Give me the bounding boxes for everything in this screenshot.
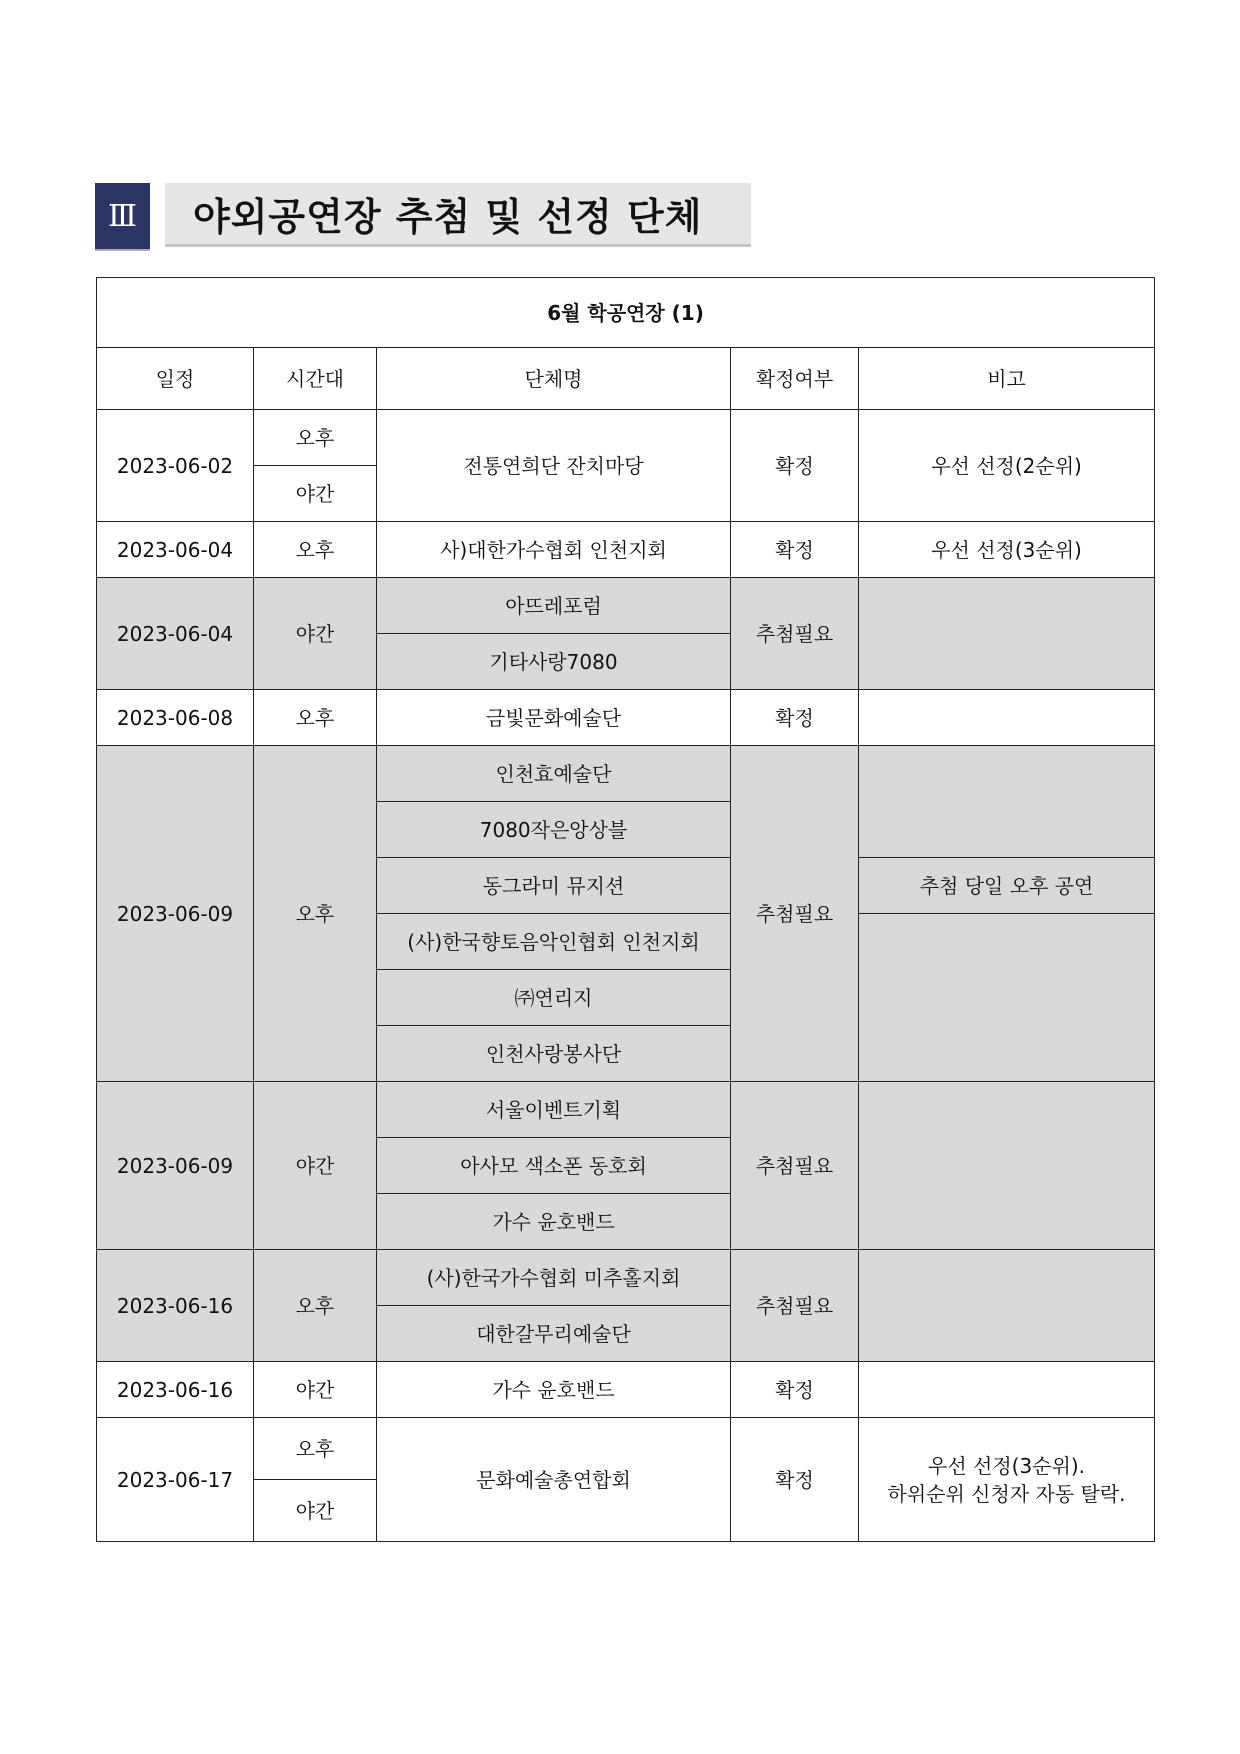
slot-cell: 오후 (254, 522, 377, 578)
group-cell: 기타사랑7080 (377, 634, 731, 690)
group-cell: ㈜연리지 (377, 970, 731, 1026)
status-cell: 확정 (731, 690, 859, 746)
group-cell: 인천효예술단 (377, 746, 731, 802)
group-cell: 아사모 색소폰 동호회 (377, 1138, 731, 1194)
status-cell: 추첨필요 (731, 746, 859, 1082)
date-cell: 2023-06-16 (97, 1362, 254, 1418)
date-cell: 2023-06-16 (97, 1250, 254, 1362)
note-cell: 추첨 당일 오후 공연 (859, 858, 1155, 914)
table-row (97, 1362, 1155, 1418)
status-cell: 추첨필요 (731, 578, 859, 690)
date-cell: 2023-06-17 (97, 1418, 254, 1542)
table-row (97, 1418, 1155, 1480)
date-cell: 2023-06-04 (97, 578, 254, 690)
status-cell: 확정 (731, 410, 859, 522)
table-row (97, 1082, 1155, 1138)
note-cell: 우선 선정(3순위) (859, 522, 1155, 578)
section-title: 야외공연장 추첨 및 선정 단체 (165, 183, 751, 247)
note-cell (859, 1362, 1155, 1418)
date-cell: 2023-06-09 (97, 1082, 254, 1250)
slot-cell: 야간 (254, 578, 377, 690)
date-cell: 2023-06-08 (97, 690, 254, 746)
date-cell: 2023-06-04 (97, 522, 254, 578)
group-cell: 서울이벤트기획 (377, 1082, 731, 1138)
slot-cell: 오후 (254, 746, 377, 1082)
group-cell: 인천사랑봉사단 (377, 1026, 731, 1082)
header-note: 비고 (859, 348, 1155, 410)
note-cell-empty (859, 746, 1155, 858)
header-date: 일정 (97, 348, 254, 410)
table-row (97, 746, 1155, 802)
group-cell: 동그라미 뮤지션 (377, 858, 731, 914)
date-cell: 2023-06-02 (97, 410, 254, 522)
table-row (97, 690, 1155, 746)
note-cell (859, 690, 1155, 746)
status-cell: 확정 (731, 1418, 859, 1542)
date-cell: 2023-06-09 (97, 746, 254, 1082)
group-cell: 7080작은앙상블 (377, 802, 731, 858)
slot-cell: 야간 (254, 1082, 377, 1250)
status-cell: 확정 (731, 1362, 859, 1418)
status-cell: 확정 (731, 522, 859, 578)
table-row (97, 522, 1155, 578)
slot-cell: 오후 (254, 690, 377, 746)
group-cell: 금빛문화예술단 (377, 690, 731, 746)
slot-cell: 오후 (254, 1250, 377, 1362)
note-cell (859, 1250, 1155, 1362)
group-cell: 전통연희단 잔치마당 (377, 410, 731, 522)
group-cell: (사)한국향토음악인협회 인천지회 (377, 914, 731, 970)
table-title: 6월 학공연장 (1) (97, 278, 1155, 348)
note-cell-empty (859, 914, 1155, 1082)
header-status: 확정여부 (731, 348, 859, 410)
status-cell: 추첨필요 (731, 1082, 859, 1250)
table-row (97, 410, 1155, 466)
note-cell: 우선 선정(2순위) (859, 410, 1155, 522)
slot-cell: 오후 (254, 1418, 377, 1480)
group-cell: 대한갈무리예술단 (377, 1306, 731, 1362)
group-cell: 사)대한가수협회 인천지회 (377, 522, 731, 578)
group-cell: 가수 윤호밴드 (377, 1194, 731, 1250)
header-group: 단체명 (377, 348, 731, 410)
group-cell: 문화예술총연합회 (377, 1418, 731, 1542)
table-row (97, 578, 1155, 634)
slot-cell: 야간 (254, 466, 377, 522)
section-number: Ⅲ (95, 183, 150, 251)
note-cell (859, 1082, 1155, 1250)
slot-cell: 야간 (254, 1480, 377, 1542)
group-cell: 아뜨레포럼 (377, 578, 731, 634)
header-slot: 시간대 (254, 348, 377, 410)
note-line-2: 하위순위 신청자 자동 탈락. (887, 1481, 1126, 1506)
group-cell: (사)한국가수협회 미추홀지회 (377, 1250, 731, 1306)
slot-cell: 야간 (254, 1362, 377, 1418)
status-cell: 추첨필요 (731, 1250, 859, 1362)
note-cell (859, 578, 1155, 690)
table-row (97, 1250, 1155, 1306)
group-cell: 가수 윤호밴드 (377, 1362, 731, 1418)
note-line-1: 우선 선정(3순위). (928, 1453, 1086, 1478)
slot-cell: 오후 (254, 410, 377, 466)
schedule-table (96, 277, 1155, 1542)
note-cell (859, 1418, 1155, 1542)
